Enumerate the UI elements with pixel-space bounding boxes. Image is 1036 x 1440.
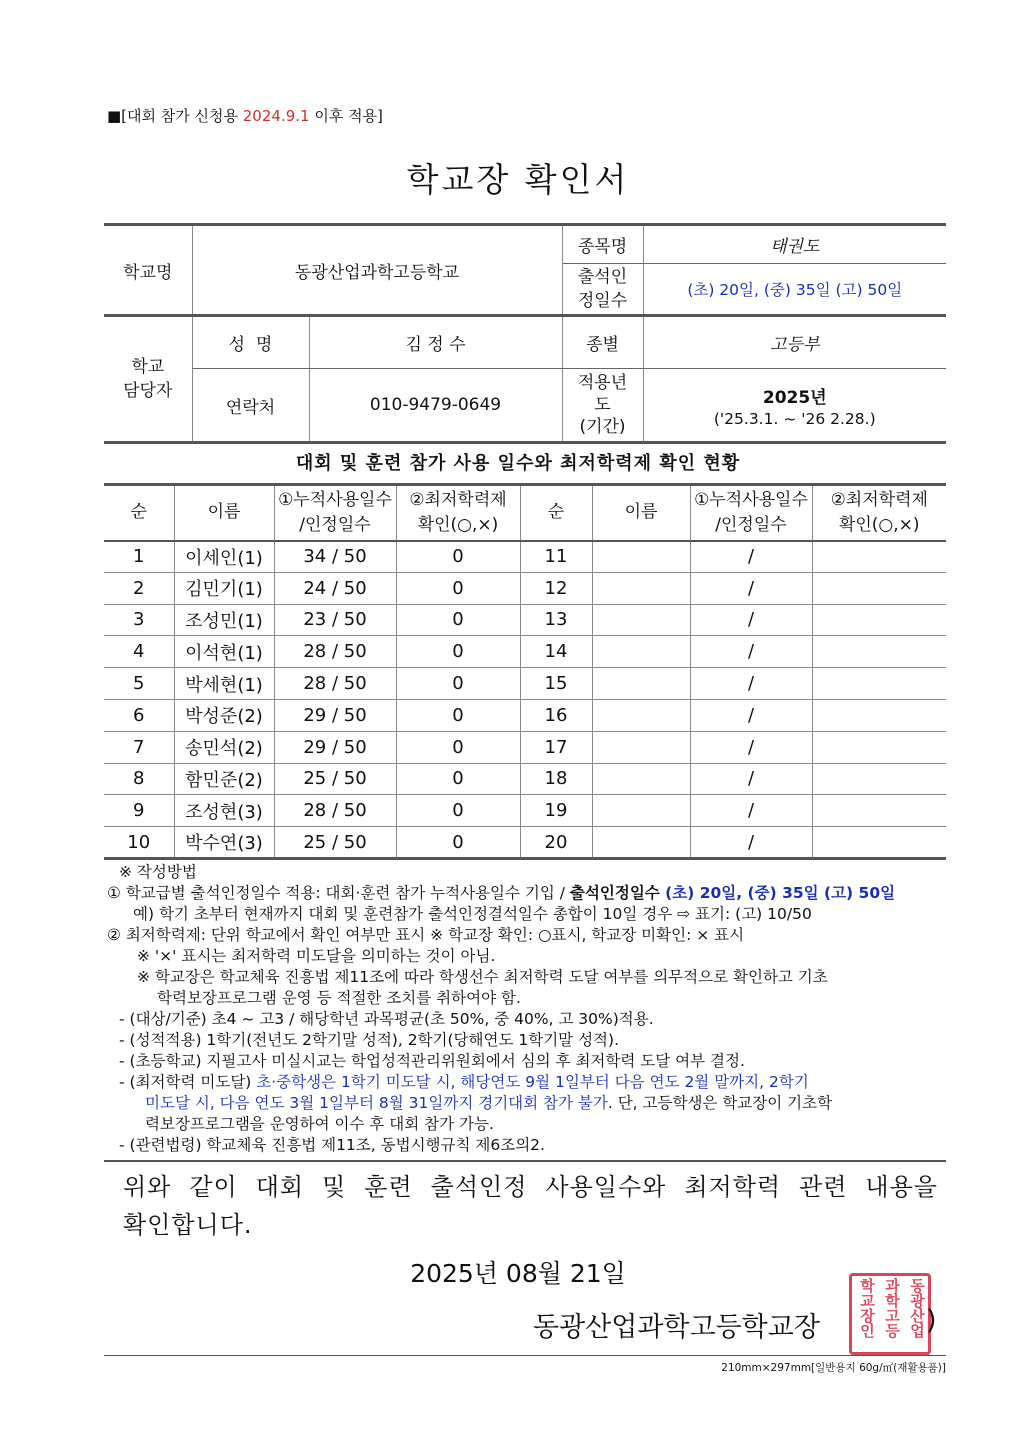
row-number: 18: [520, 763, 592, 795]
used-days: 24 / 50: [274, 572, 396, 604]
name-label: 성 명: [192, 316, 309, 369]
row-number: 7: [104, 731, 174, 763]
note-below-minimum: - (최저학력 미도달) 초·중학생은 1학기 미도달 시, 해당연도 9월 1일부터 다음 연도 2월 말까지, 2학기: [119, 1073, 809, 1091]
header-name-2: 이름: [592, 485, 690, 541]
min-academic-check: [812, 668, 946, 700]
used-days: 29 / 50: [274, 731, 396, 763]
attendance-label: 출석인 정일수: [562, 264, 643, 316]
min-academic-check: [812, 604, 946, 636]
min-academic-check: 0: [396, 636, 520, 668]
note-2-a: ※ '×' 표시는 최저학력 미도달을 의미하는 것이 아님.: [137, 947, 496, 965]
table-row: [104, 763, 946, 795]
student-name: [592, 699, 690, 731]
name-value: 김 정 수: [309, 316, 562, 369]
table-row: [104, 572, 946, 604]
row-number: 4: [104, 636, 174, 668]
used-days: /: [690, 763, 812, 795]
header-no-2: 순: [520, 485, 592, 541]
student-name: [592, 572, 690, 604]
student-name: [592, 795, 690, 827]
student-name: 함민준(2): [174, 763, 274, 795]
note-elementary: - (초등학교) 지필고사 미실시교는 학업성적관리위원회에서 심의 후 최저학력 도달 여부 결정.: [119, 1052, 745, 1070]
student-name: 이석현(1): [174, 636, 274, 668]
min-academic-check: 0: [396, 699, 520, 731]
row-number: 10: [104, 827, 174, 859]
table-row: [104, 699, 946, 731]
min-academic-check: 0: [396, 572, 520, 604]
used-days: 29 / 50: [274, 699, 396, 731]
min-academic-check: [812, 699, 946, 731]
issue-date: 2025년 08월 21일: [410, 1259, 626, 1288]
school-value: 동광산업과학고등학교: [192, 225, 562, 316]
table-row: [104, 795, 946, 827]
row-number: 19: [520, 795, 592, 827]
row-number: 20: [520, 827, 592, 859]
paper-spec: 210mm×297mm[일반용지 60g/㎡(재활용품)]: [721, 1362, 946, 1374]
confirmation-text: 위와 같이 대회 및 훈련 출석인정 사용일수와 최저학력 관련 내용을 확인합니다.: [123, 1173, 938, 1239]
row-number: 8: [104, 763, 174, 795]
student-name: 조성민(1): [174, 604, 274, 636]
student-name: 박세현(1): [174, 668, 274, 700]
sport-label: 종목명: [562, 225, 643, 264]
school-label: 학교명: [104, 225, 192, 316]
header-name: 이름: [174, 485, 274, 541]
note-2: ② 최저학력제: 단위 학교에서 확인 여부만 표시 ※ 학교장 확인: ○표시, 학교장 미확인: × 표시: [107, 926, 745, 944]
used-days: 34 / 50: [274, 541, 396, 573]
header-no: 순: [104, 485, 174, 541]
notes-heading: ※ 작성방법: [119, 863, 197, 881]
student-name: 박수연(3): [174, 827, 274, 859]
student-name: 조성현(3): [174, 795, 274, 827]
note-1: ① 학교급별 출석인정일수 적용: 대회·훈련 참가 누적사용일수 기입 / 출석인정일수 (초) 20일, (중) 35일 (고) 50일: [107, 884, 896, 902]
note-2-b-cont: 학력보장프로그램 운영 등 적절한 조치를 취하여야 함.: [157, 989, 521, 1007]
min-academic-check: 0: [396, 604, 520, 636]
row-number: 2: [104, 572, 174, 604]
used-days: /: [690, 541, 812, 573]
header-check: ②최저학력제 확인(○,×): [396, 485, 520, 541]
used-days: /: [690, 699, 812, 731]
table-row: [104, 827, 946, 859]
note-target: - (대상/기준) 초4 ~ 고3 / 해당학년 과목평균(초 50%, 중 40%, 고 30%)적용.: [119, 1010, 654, 1028]
footer-divider: [104, 1355, 946, 1356]
min-academic-check: 0: [396, 668, 520, 700]
note-2-b: ※ 학교장은 학교체육 진흥법 제11조에 따라 학생선수 최저학력 도달 여부를 의무적으로 확인하고 기초: [137, 968, 828, 986]
header-days: ①누적사용일수 /인정일수: [274, 485, 396, 541]
info-table: [104, 223, 946, 444]
used-days: /: [690, 827, 812, 859]
min-academic-check: [812, 795, 946, 827]
divider: [104, 1160, 946, 1162]
closing-paren: ): [926, 1305, 937, 1336]
row-number: 3: [104, 604, 174, 636]
period-cell: [643, 369, 946, 443]
application-note: ■[대회 참가 신청용 2024.9.1 이후 적용]: [107, 107, 383, 125]
student-name: 박성준(2): [174, 699, 274, 731]
used-days: 28 / 50: [274, 795, 396, 827]
table-row: [104, 541, 946, 573]
note-below-minimum-cont-2: 력보장프로그램을 운영하여 이수 후 대회 참가 가능.: [145, 1115, 494, 1133]
row-number: 13: [520, 604, 592, 636]
row-number: 14: [520, 636, 592, 668]
row-number: 5: [104, 668, 174, 700]
note-1-example: 예) 학기 초부터 현재까지 대회 및 훈련참가 출석인정결석일수 총합이 10일 경우 ⇨ 표기: (고) 10/50: [133, 905, 812, 923]
used-days: 28 / 50: [274, 668, 396, 700]
min-academic-check: 0: [396, 827, 520, 859]
page-title: 학교장 확인서: [406, 160, 630, 199]
row-number: 17: [520, 731, 592, 763]
used-days: 25 / 50: [274, 827, 396, 859]
min-academic-check: 0: [396, 541, 520, 573]
roster-table: [104, 483, 946, 860]
min-academic-check: [812, 731, 946, 763]
used-days: /: [690, 795, 812, 827]
period-range: ('25.3.1. ~ '26 2.28.): [713, 409, 876, 428]
student-name: [592, 541, 690, 573]
student-name: [592, 763, 690, 795]
row-number: 9: [104, 795, 174, 827]
student-name: [592, 827, 690, 859]
principal-signature: 동광산업과학고등학교장: [533, 1312, 820, 1343]
used-days: /: [690, 668, 812, 700]
table-row: [104, 604, 946, 636]
sport-value: 태권도: [643, 225, 946, 264]
student-name: [592, 731, 690, 763]
table-row: [104, 668, 946, 700]
table-row: [104, 636, 946, 668]
application-date: 2024.9.1: [242, 107, 310, 125]
student-name: [592, 604, 690, 636]
row-number: 15: [520, 668, 592, 700]
attendance-value: (초) 20일, (중) 35일 (고) 50일: [643, 264, 946, 316]
min-academic-check: 0: [396, 731, 520, 763]
used-days: 28 / 50: [274, 636, 396, 668]
used-days: 23 / 50: [274, 604, 396, 636]
row-number: 12: [520, 572, 592, 604]
contact-label: 연락처: [192, 369, 309, 443]
min-academic-check: [812, 636, 946, 668]
used-days: /: [690, 604, 812, 636]
min-academic-check: 0: [396, 763, 520, 795]
table-row: [104, 731, 946, 763]
official-seal: 동광산업 과학고등 학교장인: [849, 1273, 931, 1355]
writing-instructions: [107, 862, 952, 1156]
row-number: 11: [520, 541, 592, 573]
row-number: 6: [104, 699, 174, 731]
division-label: 종별: [562, 316, 643, 369]
header-days-2: ①누적사용일수 /인정일수: [690, 485, 812, 541]
student-name: 송민석(2): [174, 731, 274, 763]
header-check-2: ②최저학력제 확인(○,×): [812, 485, 946, 541]
used-days: 25 / 50: [274, 763, 396, 795]
note-below-minimum-cont: 미도달 시, 다음 연도 3월 1일부터 8월 31일까지 경기대회 참가 불가. 단, 고등학생은 학교장이 기초학: [145, 1094, 833, 1112]
contact-value: 010-9479-0649: [309, 369, 562, 443]
section-title: 대회 및 훈련 참가 사용 일수와 최저학력제 확인 현황: [295, 453, 741, 474]
manager-label: 학교 담당자: [104, 316, 192, 443]
student-name: [592, 636, 690, 668]
min-academic-check: [812, 541, 946, 573]
period-year: 2025년: [762, 387, 827, 408]
min-academic-check: [812, 763, 946, 795]
period-label: 적용년 도 (기간): [562, 369, 643, 443]
used-days: /: [690, 572, 812, 604]
note-laws: - (관련법령) 학교체육 진흥법 제11조, 동법시행규칙 제6조의2.: [119, 1136, 545, 1154]
student-name: 김민기(1): [174, 572, 274, 604]
note-grades: - (성적적용) 1학기(전년도 2학기말 성적), 2학기(당해연도 1학기말 성적).: [119, 1031, 619, 1049]
used-days: /: [690, 636, 812, 668]
min-academic-check: [812, 572, 946, 604]
student-name: [592, 668, 690, 700]
division-value: 고등부: [643, 316, 946, 369]
min-academic-check: [812, 827, 946, 859]
row-number: 1: [104, 541, 174, 573]
min-academic-check: 0: [396, 795, 520, 827]
row-number: 16: [520, 699, 592, 731]
student-name: 이세인(1): [174, 541, 274, 573]
used-days: /: [690, 731, 812, 763]
